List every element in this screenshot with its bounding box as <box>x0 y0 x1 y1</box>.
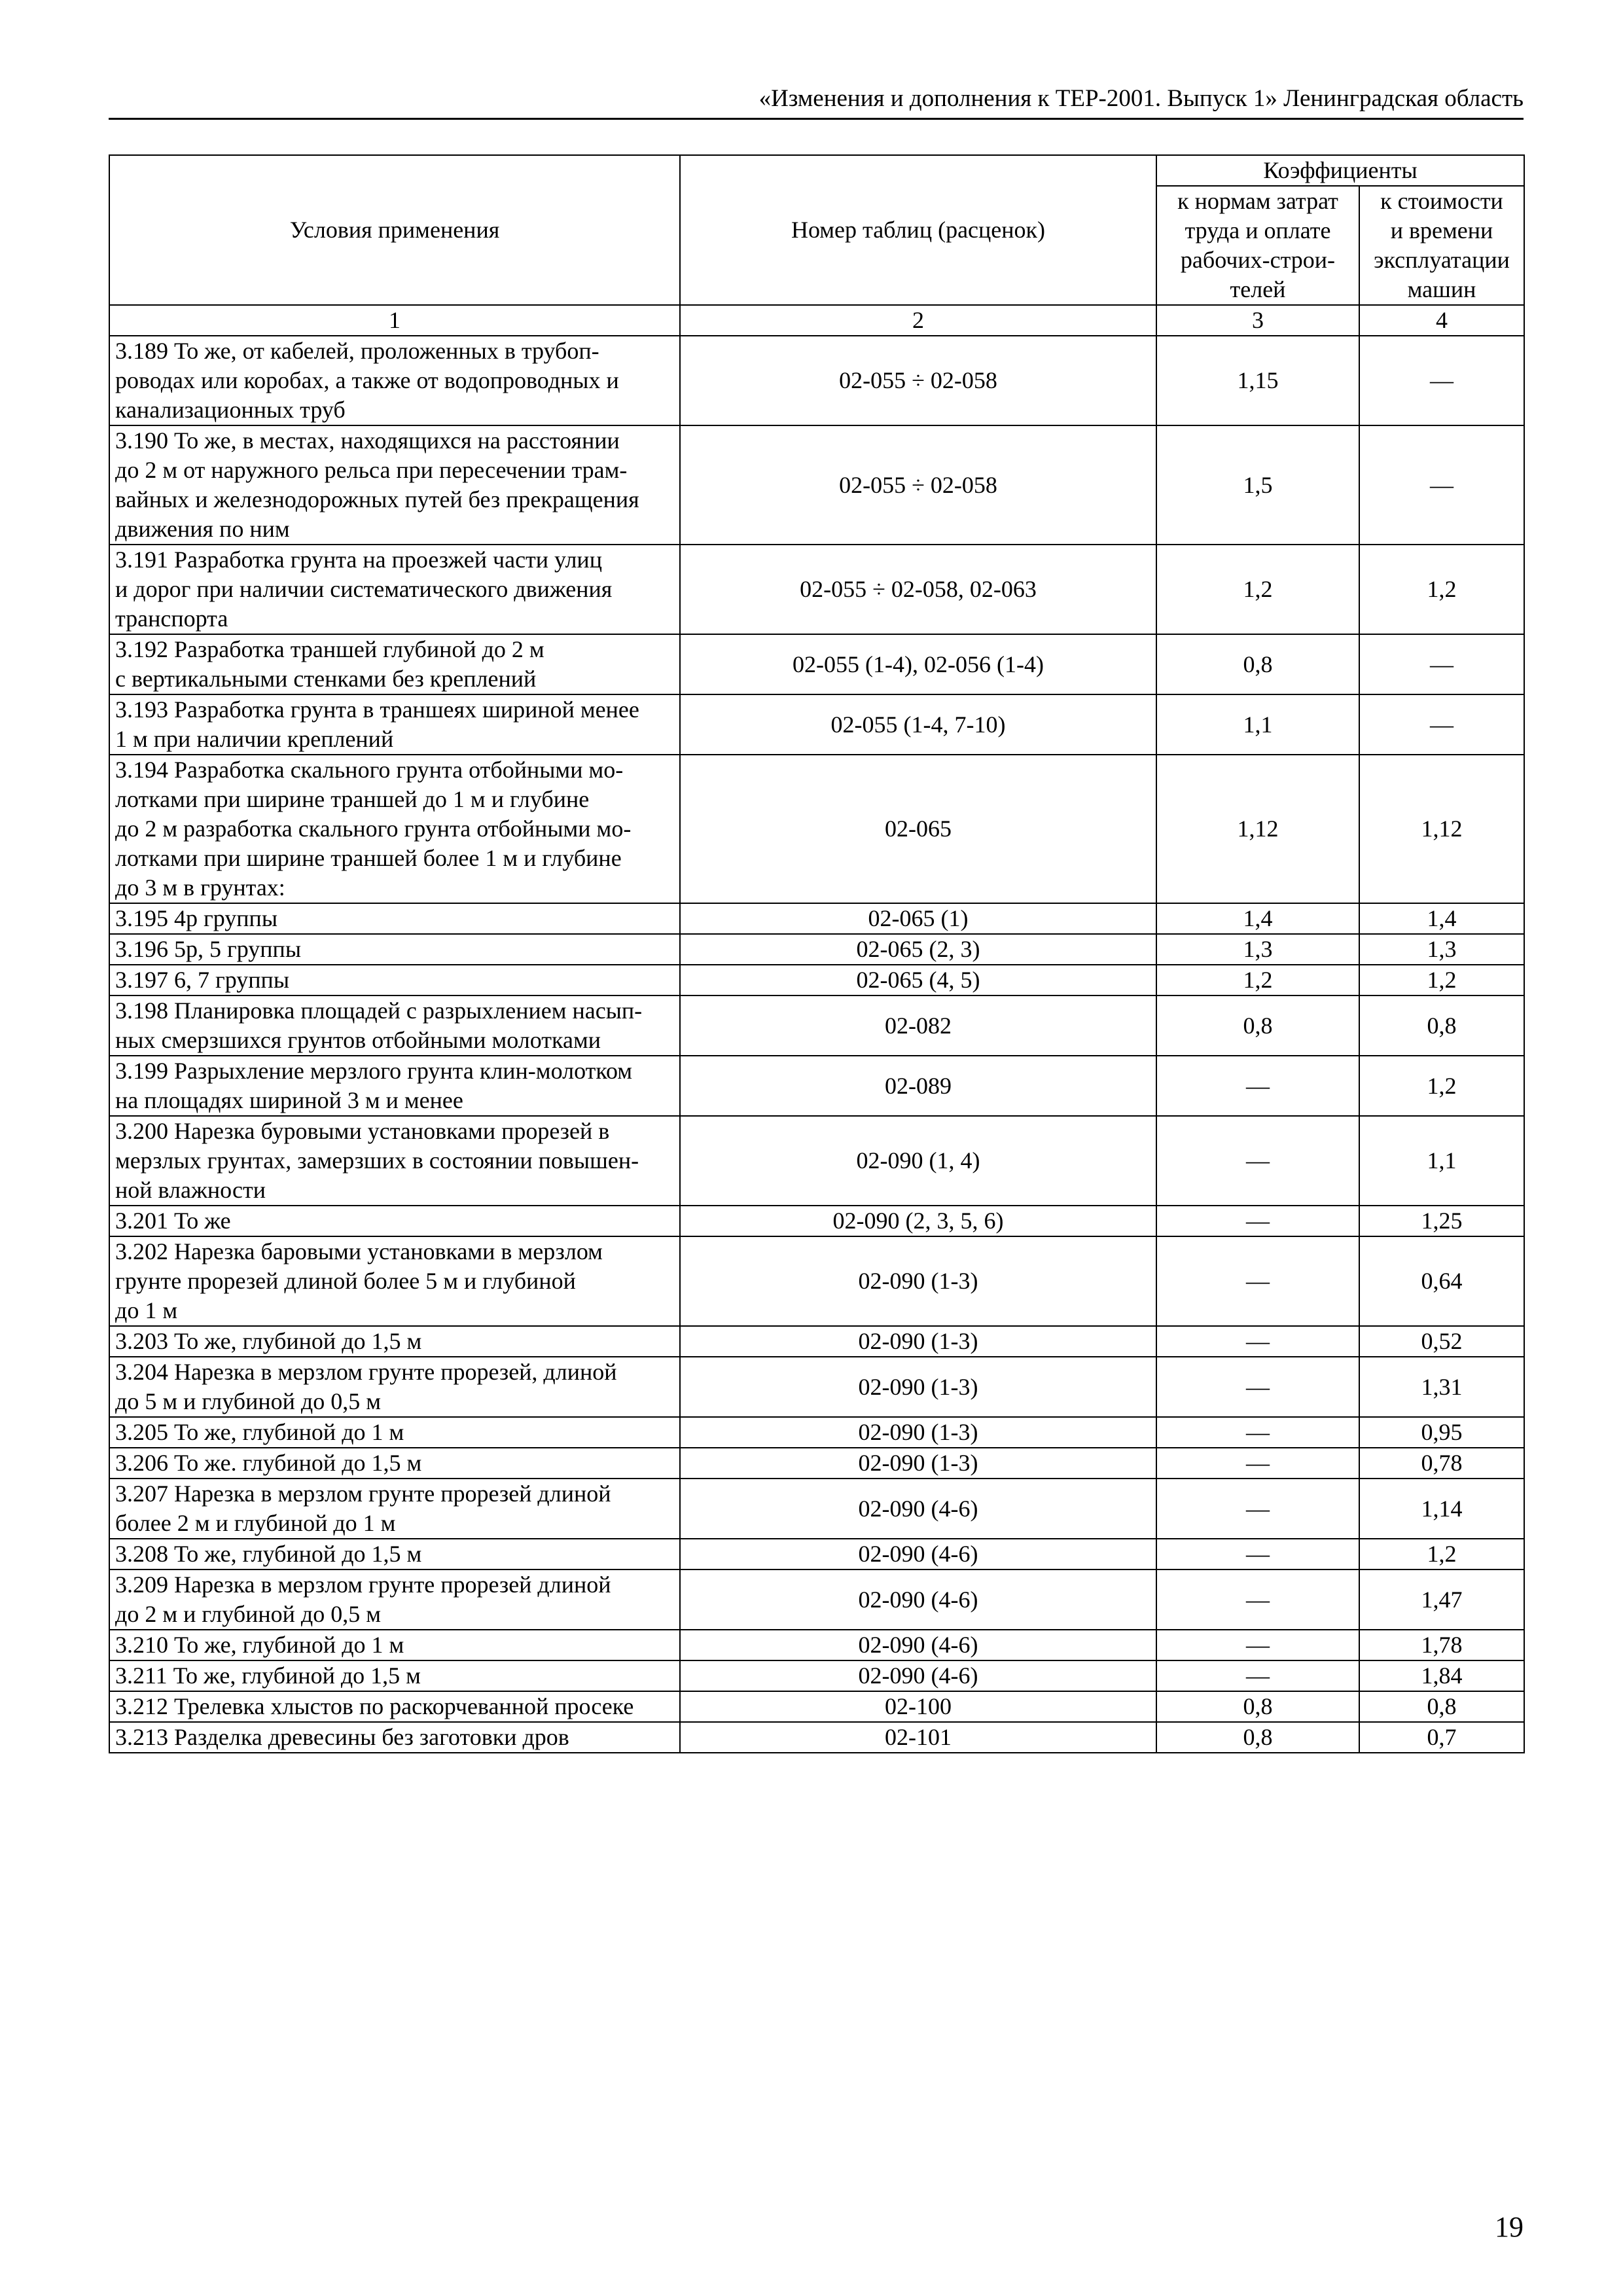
column-number: 1 <box>109 305 680 336</box>
cell-table-numbers: 02-065 (4, 5) <box>680 965 1156 996</box>
column-number: 3 <box>1156 305 1359 336</box>
cell-condition <box>109 1236 680 1326</box>
condition-line: 3.191 Разработка грунта на проезжей части улиц <box>115 547 602 573</box>
table-row <box>109 1448 1524 1479</box>
cell-condition <box>109 1056 680 1116</box>
cell-labor-coefficient: 1,12 <box>1156 755 1359 903</box>
condition-line: 3.208 То же, глубиной до 1,5 м <box>115 1541 422 1567</box>
cell-table-numbers: 02-090 (4-6) <box>680 1570 1156 1630</box>
table-row <box>109 1417 1524 1448</box>
cell-table-numbers: 02-065 (1) <box>680 903 1156 934</box>
cell-condition <box>109 1570 680 1630</box>
condition-line: 3.207 Нарезка в мерзлом грунте прорезей длиной <box>115 1480 611 1507</box>
condition-line: 3.202 Нарезка баровыми установками в мерзлом <box>115 1238 603 1265</box>
condition-line: 3.195 4р группы <box>115 905 278 931</box>
cell-condition <box>109 755 680 903</box>
cell-condition <box>109 903 680 934</box>
cell-table-numbers: 02-090 (1-3) <box>680 1326 1156 1357</box>
header-labor-coefficient <box>1156 186 1359 305</box>
cell-labor-coefficient: — <box>1156 1660 1359 1691</box>
header-machine-line: и времени <box>1390 217 1493 243</box>
condition-line: 3.209 Нарезка в мерзлом грунте прорезей длиной <box>115 1571 611 1598</box>
table-row <box>109 425 1524 545</box>
cell-machine-coefficient: 1,2 <box>1359 1539 1524 1570</box>
table-row <box>109 965 1524 996</box>
table-row <box>109 996 1524 1056</box>
cell-table-numbers: 02-055 (1-4), 02-056 (1-4) <box>680 634 1156 694</box>
condition-line: ных смерзшихся грунтов отбойными молотками <box>115 1027 601 1053</box>
cell-machine-coefficient: — <box>1359 694 1524 755</box>
table-row <box>109 1326 1524 1357</box>
condition-line: 3.205 То же, глубиной до 1 м <box>115 1419 404 1445</box>
header-machine-line: машин <box>1407 276 1476 302</box>
table-row <box>109 545 1524 634</box>
table-row <box>109 1570 1524 1630</box>
cell-labor-coefficient: — <box>1156 1630 1359 1660</box>
column-number: 2 <box>680 305 1156 336</box>
condition-line: лотками при ширине траншей более 1 м и глубине <box>115 845 622 871</box>
running-header: «Изменения и дополнения к ТЕР-2001. Выпуск 1» Ленинградская область <box>109 84 1524 120</box>
cell-labor-coefficient: 0,8 <box>1156 996 1359 1056</box>
condition-line: более 2 м и глубиной до 1 м <box>115 1510 396 1536</box>
table-row <box>109 634 1524 694</box>
cell-condition <box>109 1206 680 1236</box>
cell-condition <box>109 1417 680 1448</box>
header-labor-line: рабочих-строи- <box>1180 247 1336 273</box>
condition-line: 3.198 Планировка площадей с разрыхлением насып- <box>115 997 643 1024</box>
cell-labor-coefficient: 1,5 <box>1156 425 1359 545</box>
cell-machine-coefficient: 0,52 <box>1359 1326 1524 1357</box>
condition-line: 3.196 5р, 5 группы <box>115 936 302 962</box>
cell-labor-coefficient: 1,2 <box>1156 965 1359 996</box>
table-row <box>109 694 1524 755</box>
table-row <box>109 1116 1524 1206</box>
cell-condition <box>109 1357 680 1417</box>
cell-labor-coefficient: 1,15 <box>1156 336 1359 425</box>
condition-line: 3.197 6, 7 группы <box>115 967 290 993</box>
cell-table-numbers: 02-055 ÷ 02-058 <box>680 336 1156 425</box>
cell-table-numbers: 02-100 <box>680 1691 1156 1722</box>
cell-labor-coefficient: — <box>1156 1236 1359 1326</box>
cell-table-numbers: 02-090 (1-3) <box>680 1417 1156 1448</box>
cell-labor-coefficient: 0,8 <box>1156 634 1359 694</box>
cell-table-numbers: 02-082 <box>680 996 1156 1056</box>
cell-machine-coefficient: — <box>1359 425 1524 545</box>
condition-line: и дорог при наличии систематического движения <box>115 576 613 602</box>
condition-line: канализационных труб <box>115 397 346 423</box>
condition-line: 1 м при наличии креплений <box>115 726 394 752</box>
cell-machine-coefficient: 1,2 <box>1359 1056 1524 1116</box>
cell-table-numbers: 02-090 (1-3) <box>680 1236 1156 1326</box>
header-machine-line: к стоимости <box>1380 188 1503 214</box>
condition-line: грунте прорезей длиной более 5 м и глубиной <box>115 1268 576 1294</box>
condition-line: лотками при ширине траншей до 1 м и глубине <box>115 786 590 812</box>
cell-condition <box>109 1448 680 1479</box>
condition-line: 3.190 То же, в местах, находящихся на расстоянии <box>115 427 620 454</box>
condition-line: до 2 м и глубиной до 0,5 м <box>115 1601 382 1627</box>
condition-line: 3.210 То же, глубиной до 1 м <box>115 1632 404 1658</box>
cell-condition <box>109 1539 680 1570</box>
condition-line: 3.192 Разработка траншей глубиной до 2 м <box>115 636 544 662</box>
cell-table-numbers: 02-090 (4-6) <box>680 1660 1156 1691</box>
table-row <box>109 1691 1524 1722</box>
cell-table-numbers: 02-090 (1-3) <box>680 1448 1156 1479</box>
cell-table-numbers: 02-090 (4-6) <box>680 1479 1156 1539</box>
cell-machine-coefficient: 1,47 <box>1359 1570 1524 1630</box>
table-row <box>109 1206 1524 1236</box>
cell-table-numbers: 02-089 <box>680 1056 1156 1116</box>
cell-condition <box>109 1660 680 1691</box>
header-machine-coefficient <box>1359 186 1524 305</box>
cell-labor-coefficient: — <box>1156 1116 1359 1206</box>
table-body <box>109 336 1524 1753</box>
cell-condition <box>109 996 680 1056</box>
cell-machine-coefficient: 1,2 <box>1359 545 1524 634</box>
cell-machine-coefficient: 1,84 <box>1359 1660 1524 1691</box>
cell-machine-coefficient: 1,3 <box>1359 934 1524 965</box>
cell-labor-coefficient: — <box>1156 1326 1359 1357</box>
table-header <box>109 155 1524 336</box>
cell-condition <box>109 634 680 694</box>
cell-labor-coefficient: 1,3 <box>1156 934 1359 965</box>
cell-labor-coefficient: — <box>1156 1479 1359 1539</box>
cell-labor-coefficient: — <box>1156 1570 1359 1630</box>
cell-table-numbers: 02-090 (1, 4) <box>680 1116 1156 1206</box>
condition-line: 3.204 Нарезка в мерзлом грунте прорезей, длиной <box>115 1359 617 1385</box>
cell-table-numbers: 02-090 (4-6) <box>680 1539 1156 1570</box>
condition-line: движения по ним <box>115 516 290 542</box>
cell-labor-coefficient: 1,1 <box>1156 694 1359 755</box>
condition-line: 3.206 То же. глубиной до 1,5 м <box>115 1450 422 1476</box>
header-labor-line: труда и оплате <box>1185 217 1331 243</box>
condition-line: 3.194 Разработка скального грунта отбойными мо- <box>115 757 624 783</box>
cell-condition <box>109 336 680 425</box>
cell-condition <box>109 1326 680 1357</box>
condition-line: до 2 м разработка скального грунта отбойными мо- <box>115 816 632 842</box>
cell-machine-coefficient: 1,4 <box>1359 903 1524 934</box>
cell-labor-coefficient: — <box>1156 1417 1359 1448</box>
coefficients-table-container <box>109 154 1524 1753</box>
header-table-numbers: Номер таблиц (расценок) <box>680 155 1156 305</box>
cell-table-numbers: 02-055 ÷ 02-058 <box>680 425 1156 545</box>
condition-line: 3.193 Разработка грунта в траншеях шириной менее <box>115 696 639 723</box>
cell-machine-coefficient: 1,14 <box>1359 1479 1524 1539</box>
condition-line: вайных и железнодорожных путей без прекращения <box>115 486 639 512</box>
cell-machine-coefficient: 1,1 <box>1359 1116 1524 1206</box>
condition-line: до 5 м и глубиной до 0,5 м <box>115 1388 382 1414</box>
cell-machine-coefficient: 0,78 <box>1359 1448 1524 1479</box>
cell-labor-coefficient: — <box>1156 1539 1359 1570</box>
cell-labor-coefficient: — <box>1156 1206 1359 1236</box>
cell-condition <box>109 934 680 965</box>
column-number: 4 <box>1359 305 1524 336</box>
condition-line: 3.213 Разделка древесины без заготовки дров <box>115 1724 569 1750</box>
condition-line: 3.203 То же, глубиной до 1,5 м <box>115 1328 422 1354</box>
condition-line: до 2 м от наружного рельса при пересечении трам- <box>115 457 628 483</box>
table-row <box>109 336 1524 425</box>
condition-line: 3.200 Нарезка буровыми установками прорезей в <box>115 1118 610 1144</box>
cell-labor-coefficient: 0,8 <box>1156 1722 1359 1753</box>
condition-line: роводах или коробах, а также от водопроводных и <box>115 367 619 393</box>
table-row <box>109 934 1524 965</box>
cell-labor-coefficient: — <box>1156 1357 1359 1417</box>
cell-labor-coefficient: 0,8 <box>1156 1691 1359 1722</box>
cell-table-numbers: 02-065 <box>680 755 1156 903</box>
condition-line: с вертикальными стенками без креплений <box>115 666 537 692</box>
header-labor-line: к нормам затрат <box>1177 188 1338 214</box>
table-row <box>109 1660 1524 1691</box>
table-row <box>109 1357 1524 1417</box>
cell-labor-coefficient: 1,2 <box>1156 545 1359 634</box>
cell-condition <box>109 694 680 755</box>
page-number: 19 <box>1495 2211 1524 2243</box>
table-row <box>109 1236 1524 1326</box>
cell-table-numbers: 02-090 (1-3) <box>680 1357 1156 1417</box>
header-conditions: Условия применения <box>109 155 680 305</box>
cell-condition <box>109 1630 680 1660</box>
condition-line: до 1 м <box>115 1297 178 1323</box>
table-row <box>109 1056 1524 1116</box>
condition-line: 3.189 То же, от кабелей, проложенных в трубоп- <box>115 338 599 364</box>
condition-line: транспорта <box>115 605 228 632</box>
coefficients-table <box>109 154 1525 1753</box>
condition-line: мерзлых грунтах, замерзших в состоянии повышен- <box>115 1147 639 1174</box>
condition-line: 3.211 То же, глубиной до 1,5 м <box>115 1662 421 1689</box>
cell-machine-coefficient: 1,12 <box>1359 755 1524 903</box>
table-row <box>109 1630 1524 1660</box>
condition-line: до 3 м в грунтах: <box>115 874 285 901</box>
cell-condition <box>109 1722 680 1753</box>
cell-table-numbers: 02-090 (2, 3, 5, 6) <box>680 1206 1156 1236</box>
condition-line: 3.212 Трелевка хлыстов по раскорчеванной просеке <box>115 1693 634 1719</box>
table-row <box>109 903 1524 934</box>
cell-labor-coefficient: — <box>1156 1056 1359 1116</box>
cell-table-numbers: 02-065 (2, 3) <box>680 934 1156 965</box>
cell-machine-coefficient: 1,25 <box>1359 1206 1524 1236</box>
cell-machine-coefficient: 1,2 <box>1359 965 1524 996</box>
header-machine-line: эксплуатации <box>1374 247 1510 273</box>
cell-condition <box>109 1116 680 1206</box>
condition-line: 3.199 Разрыхление мерзлого грунта клин-молотком <box>115 1058 633 1084</box>
table-row <box>109 755 1524 903</box>
cell-machine-coefficient: — <box>1359 336 1524 425</box>
cell-labor-coefficient: — <box>1156 1448 1359 1479</box>
cell-condition <box>109 545 680 634</box>
cell-machine-coefficient: 0,64 <box>1359 1236 1524 1326</box>
cell-condition <box>109 425 680 545</box>
cell-table-numbers: 02-090 (4-6) <box>680 1630 1156 1660</box>
cell-table-numbers: 02-055 ÷ 02-058, 02-063 <box>680 545 1156 634</box>
table-row <box>109 1539 1524 1570</box>
condition-line: на площадях шириной 3 м и менее <box>115 1087 463 1113</box>
condition-line: 3.201 То же <box>115 1208 231 1234</box>
cell-table-numbers: 02-101 <box>680 1722 1156 1753</box>
cell-table-numbers: 02-055 (1-4, 7-10) <box>680 694 1156 755</box>
cell-condition <box>109 1479 680 1539</box>
cell-condition <box>109 1691 680 1722</box>
cell-machine-coefficient: 1,31 <box>1359 1357 1524 1417</box>
cell-machine-coefficient: 1,78 <box>1359 1630 1524 1660</box>
header-coefficients: Коэффициенты <box>1156 155 1524 186</box>
header-labor-line: телей <box>1230 276 1286 302</box>
cell-machine-coefficient: 0,95 <box>1359 1417 1524 1448</box>
condition-line: ной влажности <box>115 1177 266 1203</box>
cell-machine-coefficient: 0,8 <box>1359 1691 1524 1722</box>
cell-machine-coefficient: 0,8 <box>1359 996 1524 1056</box>
cell-labor-coefficient: 1,4 <box>1156 903 1359 934</box>
table-row <box>109 1722 1524 1753</box>
cell-machine-coefficient: — <box>1359 634 1524 694</box>
table-row <box>109 1479 1524 1539</box>
cell-machine-coefficient: 0,7 <box>1359 1722 1524 1753</box>
cell-condition <box>109 965 680 996</box>
